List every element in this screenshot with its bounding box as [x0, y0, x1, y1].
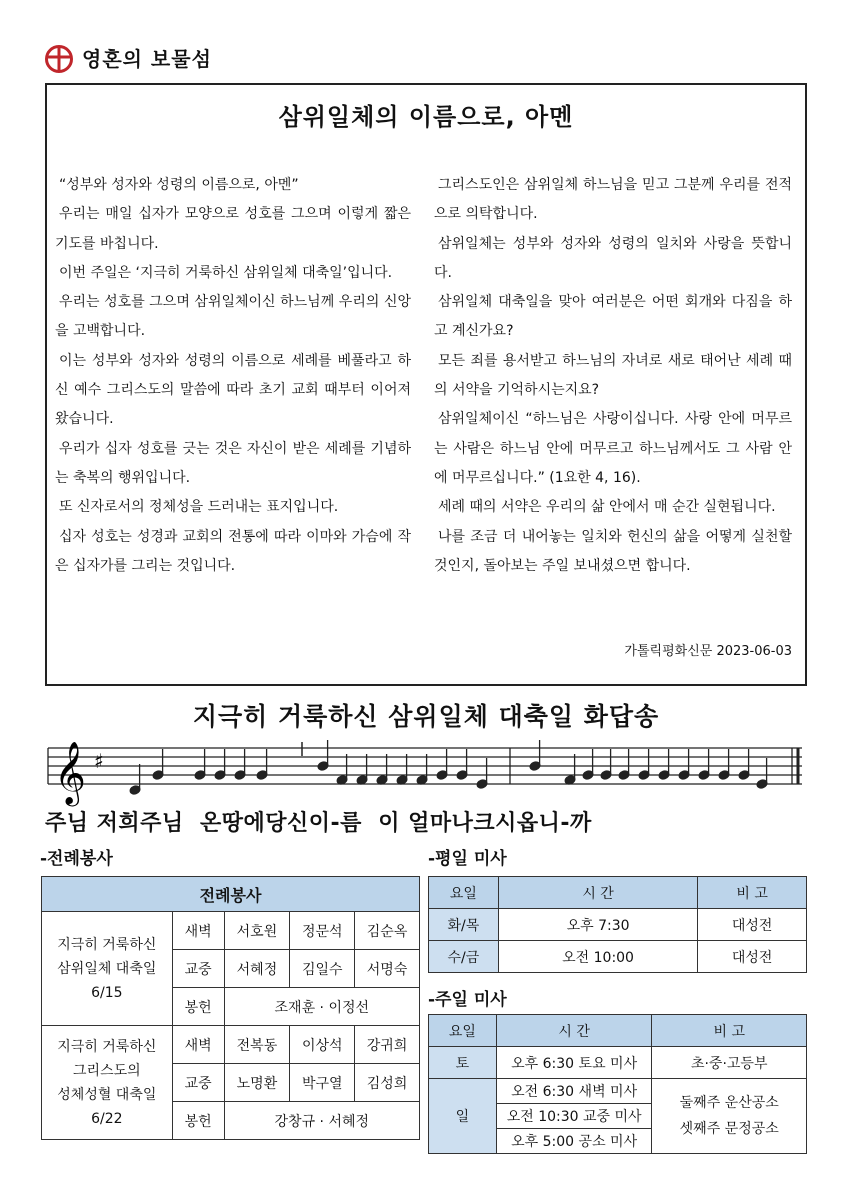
article-paragraph: 이는 성부와 성자와 성령의 이름으로 세례를 베풀라고 하신 예수 그리스도의 말씀에 따라 초기 교회 때부터 이어져 왔습니다. [55, 352, 411, 428]
role-cell: 교중 [172, 1064, 224, 1102]
article-title: 삼위일체의 이름으로, 아멘 [278, 103, 574, 131]
name-cell: 정문석 [290, 912, 355, 950]
day-cell: 수/금 [429, 941, 499, 973]
article-paragraph: 십자 성호는 성경과 교회의 전통에 따라 이마와 가슴에 작은 십자가를 그리는 것입니다. [55, 528, 411, 574]
name-cell: 김순옥 [355, 912, 420, 950]
music-staff [40, 736, 810, 816]
name-cell: 조재훈 · 이정선 [224, 988, 419, 1026]
weekday-mass-table [428, 876, 807, 973]
article-paragraph: 우리가 십자 성호를 긋는 것은 자신이 받은 세례를 기념하는 축복의 행위입니다. [55, 440, 411, 486]
role-cell: 새벽 [172, 912, 224, 950]
treble-clef-icon: 𝄞 [54, 741, 86, 804]
feast-cell [42, 912, 173, 1026]
liturgy-table [41, 876, 420, 1140]
name-cell: 김성희 [355, 1064, 420, 1102]
note-cell: 대성전 [698, 941, 807, 973]
feast-date: 6/22 [91, 1110, 123, 1127]
role-cell: 새벽 [172, 1026, 224, 1064]
role-cell: 교중 [172, 950, 224, 988]
article-paragraph: 우리는 성호를 그으며 삼위일체이신 하느님께 우리의 신앙을 고백합니다. [55, 294, 411, 340]
time-cell: 오후 7:30 [498, 909, 697, 941]
note-line: 둘째주 운산공소 [679, 1095, 779, 1111]
time-cell: 오후 6:30 토요 미사 [496, 1047, 652, 1079]
hymn-lyrics: 주님 저희주님 온땅에당신이-름 이 얼마나크시옵니-까 [45, 811, 592, 836]
feast-name: 성체성혈 대축일 [57, 1086, 157, 1103]
name-cell: 전복동 [224, 1026, 290, 1064]
name-cell: 노명환 [224, 1064, 290, 1102]
time-cell: 오전 10:00 [498, 941, 697, 973]
note-cell: 초·중·고등부 [652, 1047, 807, 1079]
day-cell: 화/목 [429, 909, 499, 941]
article-paragraph: 삼위일체 대축일을 맞아 여러분은 어떤 회개와 다짐을 하고 계신가요? [434, 294, 792, 340]
sunday-mass-table [428, 1014, 807, 1154]
article-paragraph: 이번 주일은 ‘지극히 거룩하신 삼위일체 대축일’입니다. [59, 264, 393, 281]
time-cell: 오전 10:30 교중 미사 [496, 1104, 652, 1129]
feast-name: 지극히 거룩하신 [57, 1038, 157, 1055]
name-cell: 서호원 [224, 912, 290, 950]
sunday-mass-label: -주일 미사 [428, 990, 507, 1010]
article-left-column [55, 171, 411, 581]
liturgy-section-label: -전례봉사 [40, 849, 113, 869]
feast-name: 삼위일체 대축일 [57, 960, 157, 977]
header-title: 영혼의 보물섬 [82, 47, 212, 71]
name-cell: 서혜정 [224, 950, 290, 988]
article-paragraph: 또 신자로서의 정체성을 드러내는 표지입니다. [59, 499, 339, 516]
day-cell: 일 [429, 1079, 497, 1154]
name-cell: 박구열 [290, 1064, 355, 1102]
hymn-title: 지극히 거룩하신 삼위일체 대축일 화답송 [192, 702, 660, 731]
name-cell: 이상석 [290, 1026, 355, 1064]
column-header: 시 간 [496, 1015, 652, 1047]
liturgy-table-title: 전례봉사 [42, 877, 420, 912]
day-cell: 토 [429, 1047, 497, 1079]
column-header: 시 간 [498, 877, 697, 909]
note-line: 셋째주 문정공소 [679, 1121, 779, 1137]
article-paragraph: 그리스도인은 삼위일체 하느님을 믿고 그분께 우리를 전적으로 의탁합니다. [434, 177, 792, 223]
time-cell: 오전 6:30 새벽 미사 [496, 1079, 652, 1104]
feast-date: 6/15 [91, 984, 123, 1001]
name-cell: 서명숙 [355, 950, 420, 988]
sharp-icon: ♯ [94, 749, 104, 773]
note-cell: 대성전 [698, 909, 807, 941]
weekday-mass-label: -평일 미사 [428, 849, 507, 869]
role-cell: 봉헌 [172, 988, 224, 1026]
article-paragraph: 삼위일체는 성부와 성자와 성령의 일치와 사랑을 뜻합니다. [434, 235, 792, 281]
article-paragraph: 삼위일체이신 “하느님은 사랑이십니다. 사랑 안에 머무르는 사람은 하느님 안에 머무르고 하느님께서도 그 사람 안에 머무르십니다.” (1요한 4, 16). [434, 411, 792, 486]
feast-name: 지극히 거룩하신 [57, 936, 157, 953]
note-cell [652, 1079, 807, 1154]
column-header: 비 고 [652, 1015, 807, 1047]
article-paragraph: 세례 때의 서약은 우리의 삶 안에서 매 순간 실현됩니다. [438, 499, 776, 516]
column-header: 요일 [429, 877, 499, 909]
name-cell: 강창규 · 서혜정 [224, 1102, 419, 1140]
role-cell: 봉헌 [172, 1102, 224, 1140]
feast-cell [42, 1026, 173, 1140]
article-right-column [434, 171, 792, 581]
time-cell: 오후 5:00 공소 미사 [496, 1129, 652, 1154]
column-header: 요일 [429, 1015, 497, 1047]
feast-name: 그리스도의 [73, 1062, 141, 1079]
article-paragraph: 모든 죄를 용서받고 하느님의 자녀로 새로 태어난 세례 때의 서약을 기억하시는지요? [434, 352, 792, 399]
name-cell: 김일수 [290, 950, 355, 988]
cross-logo-icon [44, 44, 74, 74]
article-paragraph: 나를 조금 더 내어놓는 일치와 헌신의 삶을 어떻게 실천할 것인지, 돌아보는 주일 보내셨으면 합니다. [434, 528, 792, 574]
name-cell: 강귀희 [355, 1026, 420, 1064]
column-header: 비 고 [698, 877, 807, 909]
article-paragraph: 우리는 매일 십자가 모양으로 성호를 그으며 이렇게 짧은 기도를 바칩니다. [55, 206, 411, 252]
article-source: 가톨릭평화신문 2023-06-03 [624, 644, 792, 659]
article-paragraph: “성부와 성자와 성령의 이름으로, 아멘” [59, 177, 299, 193]
